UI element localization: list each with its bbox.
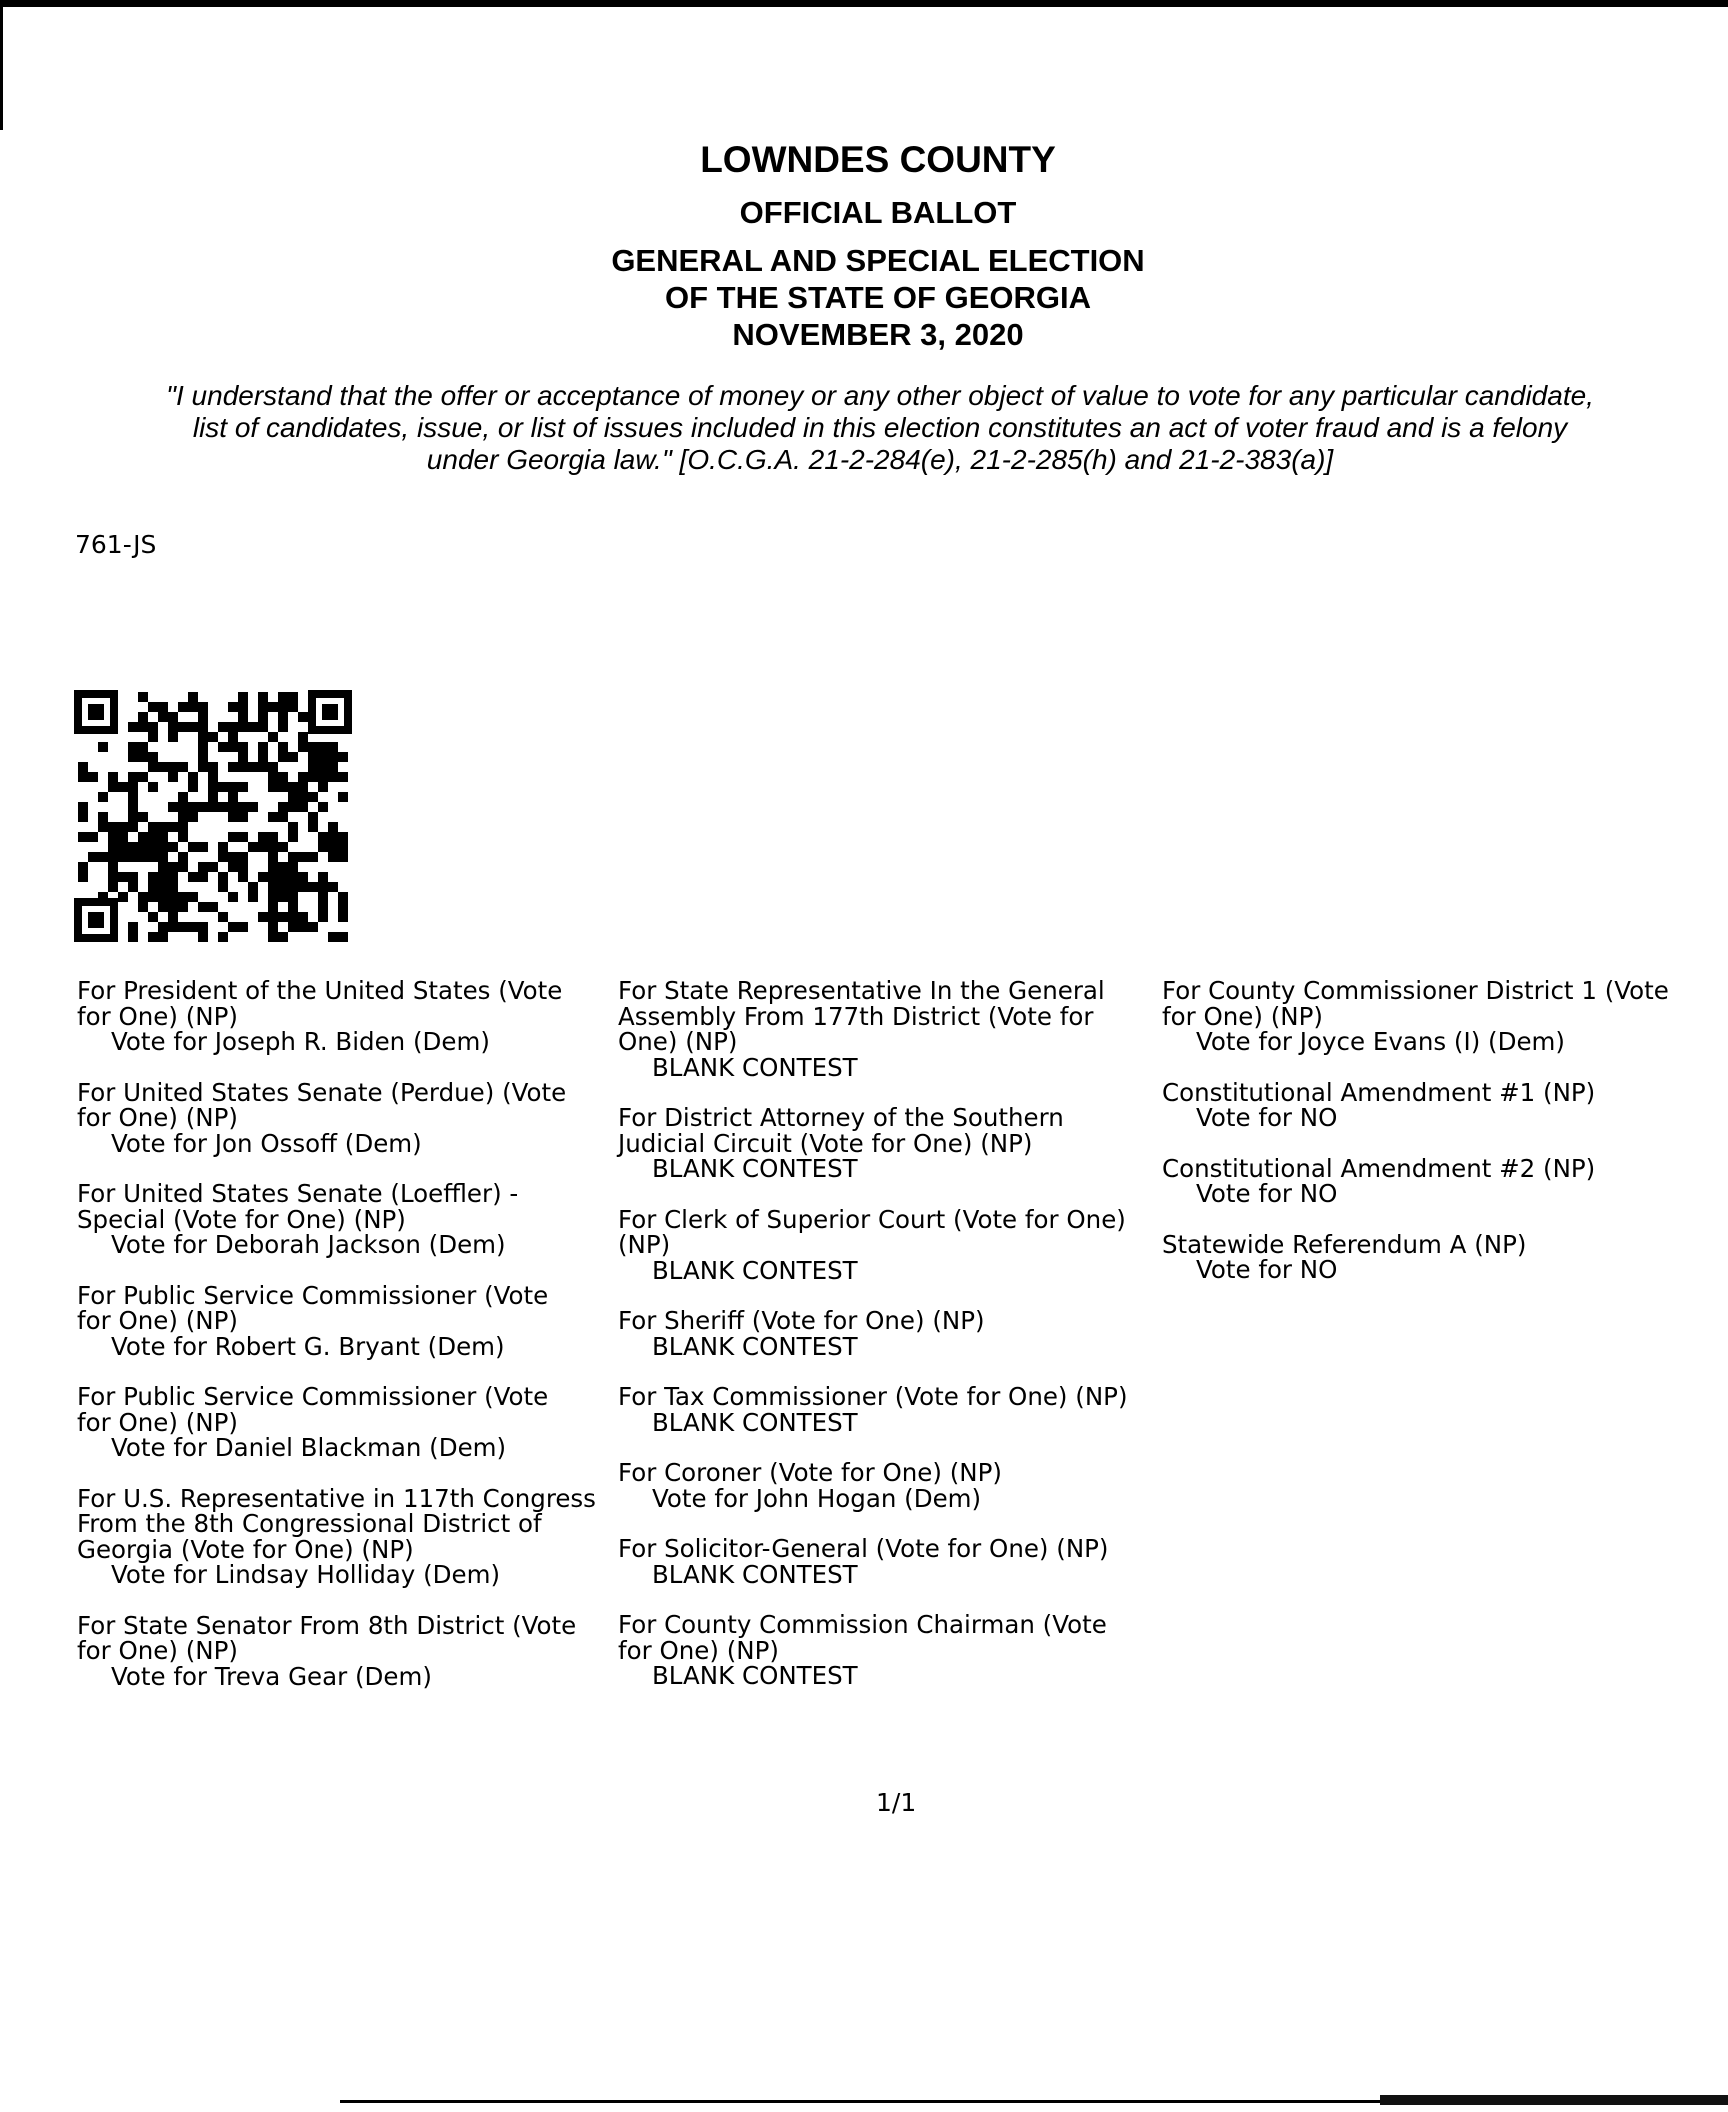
contest-item	[618, 1460, 1163, 1511]
page-number: 1/1	[876, 1788, 917, 1817]
scan-edge-top	[0, 0, 1728, 7]
contest-title: Constitutional Amendment #1 (NP)	[1162, 1077, 1596, 1107]
contest-item	[77, 1077, 622, 1158]
contest-title: For Public Service Commissioner (Vote for One) (NP)	[77, 1382, 549, 1437]
contest-selection: Vote for Deborah Jackson (Dem)	[111, 1230, 506, 1259]
statement-line1: "I understand that the offer or acceptance of money or any other object of value to vote for any particular candidate,	[166, 380, 1594, 411]
election-title	[0, 242, 1728, 353]
contest-selection: Vote for NO	[1196, 1255, 1338, 1284]
election-title-line2: OF THE STATE OF GEORGIA	[665, 280, 1091, 315]
contest-item	[618, 1105, 1163, 1182]
contest-title: For County Commissioner District 1 (Vote for One) (NP)	[1162, 978, 1669, 1031]
statement-line2: list of candidates, issue, or list of issues included in this election constitutes an act of voter fraud and is a felony	[192, 412, 1568, 443]
contest-selection: Vote for NO	[1196, 1179, 1338, 1208]
contest-selection: Vote for Jon Ossoff (Dem)	[111, 1128, 422, 1158]
contest-item	[77, 1483, 622, 1589]
county-title: LOWNDES COUNTY	[700, 139, 1056, 180]
contest-title: For Sheriff (Vote for One) (NP)	[618, 1306, 985, 1335]
contest-title: For State Senator From 8th District (Vote for One) (NP)	[77, 1610, 577, 1665]
contest-item	[618, 1204, 1163, 1285]
contest-selection: BLANK CONTEST	[652, 1255, 858, 1285]
contest-item	[77, 1610, 622, 1691]
contest-item	[77, 1384, 622, 1461]
contest-selection: BLANK CONTEST	[652, 1661, 858, 1690]
contest-title: For County Commission Chairman (Vote for One) (NP)	[618, 1610, 1107, 1665]
contest-item	[1162, 978, 1722, 1055]
scan-edge-left	[0, 0, 3, 130]
contest-selection: BLANK CONTEST	[652, 1052, 858, 1082]
contest-title: For Tax Commissioner (Vote for One) (NP)	[618, 1382, 1128, 1411]
contest-item	[1162, 1077, 1722, 1132]
contest-title: For United States Senate (Loeffler) - Special (Vote for One) (NP)	[77, 1179, 519, 1234]
contest-selection: Vote for John Hogan (Dem)	[652, 1483, 982, 1513]
contest-item	[77, 1280, 622, 1361]
contest-item	[618, 1536, 1163, 1587]
contest-title: For President of the United States (Vote for One) (NP)	[77, 976, 563, 1031]
contest-selection: BLANK CONTEST	[652, 1407, 858, 1437]
contest-item	[1162, 1153, 1722, 1208]
contest-item	[77, 1181, 622, 1258]
contest-selection: Vote for Daniel Blackman (Dem)	[111, 1433, 507, 1462]
contest-selection: Vote for Treva Gear (Dem)	[111, 1661, 432, 1691]
voter-fraud-statement	[60, 380, 1700, 476]
contest-selection: Vote for Joseph R. Biden (Dem)	[111, 1027, 490, 1056]
contest-title: For U.S. Representative in 117th Congress From the 8th Congressional District of Georgia (Vote for One) (NP)	[77, 1483, 596, 1564]
contest-item	[77, 978, 622, 1055]
ballot-type-title: OFFICIAL BALLOT	[739, 195, 1017, 230]
contest-column-3	[1162, 978, 1722, 1308]
contest-selection: Vote for Robert G. Bryant (Dem)	[111, 1331, 505, 1361]
contest-title: Statewide Referendum A (NP)	[1162, 1229, 1527, 1259]
contest-title: For Clerk of Superior Court (Vote for One) (NP)	[618, 1204, 1126, 1259]
ballot-header	[0, 138, 1728, 353]
contest-title: For United States Senate (Perdue) (Vote for One) (NP)	[77, 1077, 567, 1132]
contest-item	[618, 978, 1163, 1080]
election-title-line1: GENERAL AND SPECIAL ELECTION	[611, 243, 1145, 278]
statement-line3: under Georgia law." [O.C.G.A. 21-2-284(e), 21-2-285(h) and 21-2-383(a)]	[426, 444, 1334, 475]
contest-title: For District Attorney of the Southern Judicial Circuit (Vote for One) (NP)	[618, 1103, 1064, 1158]
contest-selection: Vote for Joyce Evans (I) (Dem)	[1196, 1027, 1565, 1056]
contest-item	[618, 1308, 1163, 1359]
contest-title: For Coroner (Vote for One) (NP)	[618, 1458, 1002, 1487]
contest-selection: BLANK CONTEST	[652, 1331, 858, 1361]
contest-selection: BLANK CONTEST	[652, 1559, 858, 1589]
contest-title: For State Representative In the General Assembly From 177th District (Vote for One) (NP)	[618, 976, 1105, 1056]
contest-selection: Vote for NO	[1196, 1103, 1338, 1132]
contest-title: For Public Service Commissioner (Vote for One) (NP)	[77, 1280, 549, 1335]
contest-item	[618, 1384, 1163, 1435]
qr-code	[74, 690, 352, 942]
contest-selection: Vote for Lindsay Holliday (Dem)	[111, 1560, 500, 1589]
election-date: NOVEMBER 3, 2020	[732, 317, 1024, 352]
contest-title: Constitutional Amendment #2 (NP)	[1162, 1153, 1596, 1183]
contest-selection: BLANK CONTEST	[652, 1154, 858, 1183]
ballot-style-id: 761-JS	[75, 530, 157, 559]
contest-item	[1162, 1229, 1722, 1284]
contest-item	[618, 1612, 1163, 1689]
contest-title: For Solicitor-General (Vote for One) (NP)	[618, 1534, 1109, 1563]
contest-column-1	[77, 978, 622, 1714]
scan-edge-bottom-right	[1380, 2095, 1728, 2105]
contest-column-2	[618, 978, 1163, 1714]
